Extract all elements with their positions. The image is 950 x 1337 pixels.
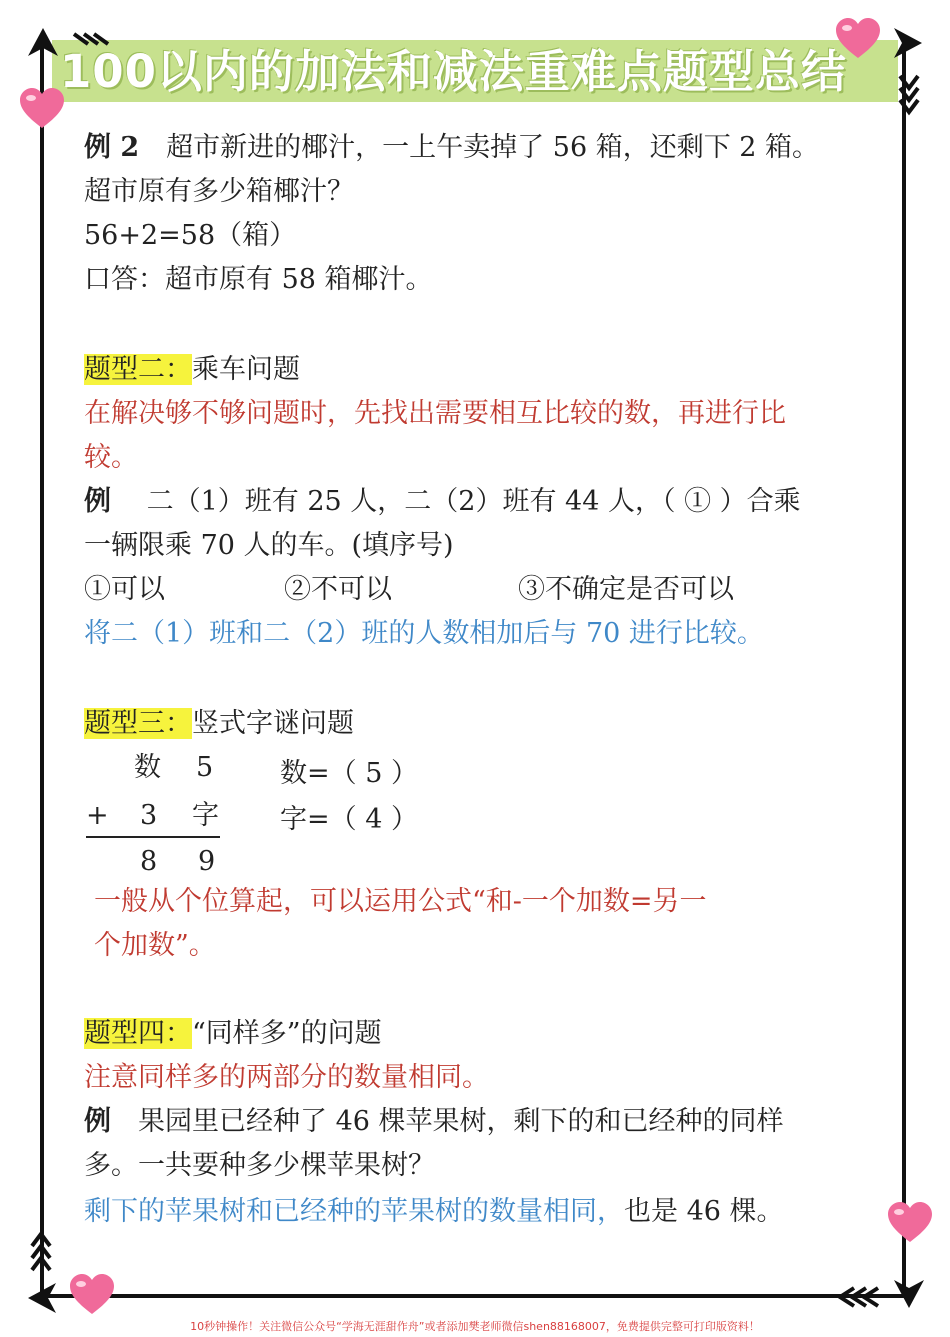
vertical-result-ones: 9 [198,846,216,877]
type4-example-text1: 果园里已经种了 46 棵苹果树，剩下的和已经种的同样 [111,1106,784,1137]
type3-tip-line2: 个加数”。 [94,930,216,961]
type2-example-text1: 二（1）班有 25 人，二（2）班有 44 人，（ ① ）合乘 [111,486,801,517]
type3-tip-line1: 一般从个位算起，可以运用公式“和-一个加数=另一 [94,886,707,917]
type4-solution [84,1192,784,1232]
example2-line1 [84,128,819,168]
type2-heading [84,350,300,390]
feather-top-icon [70,30,116,56]
type2-tag: 题型二： [84,354,192,385]
heart-left-icon [18,86,66,134]
type4-tip: 注意同样多的两部分的数量相同。 [84,1062,489,1093]
type4-example-line1 [84,1102,784,1142]
type2-example-label: 例 [84,486,111,517]
type2-name: 乘车问题 [192,354,300,385]
example2-answer: 口答：超市原有 58 箱椰汁。 [84,264,433,295]
vertical-row1-digit-tens: 数 [134,752,161,783]
feather-right-icon [896,72,922,118]
type3-answer-1: 数=（ 5 ） [280,758,418,789]
type4-tag: 题型四： [84,1018,192,1049]
arrow-right-top-icon [890,26,924,60]
type2-solution: 将二（1）班和二（2）班的人数相加后与 70 进行比较。 [84,618,764,649]
arrow-down-right-icon [892,1276,926,1310]
vertical-sum-line [86,836,220,838]
vertical-result-tens: 8 [140,846,158,877]
type3-answer-2: 字=（ 4 ） [280,804,418,835]
type2-option-3: ③不确定是否可以 [518,574,734,605]
type3-tag: 题型三： [84,708,192,739]
type4-solution-black: 也是 46 棵。 [624,1196,784,1227]
type3-heading [84,704,354,744]
feather-bottom-icon [836,1284,882,1310]
type4-example-line2: 多。一共要种多少棵苹果树？ [84,1150,435,1181]
vertical-row2-digit-tens: 3 [140,800,158,831]
heart-bottom-right-icon [886,1200,934,1248]
footer-note: 10秒钟操作！关注微信公众号“学海无涯甜作舟”或者添加樊老师微信shen88168007，免费提供完整可打印版资料！ [190,1320,760,1333]
type3-name: 竖式字谜问题 [192,708,354,739]
heart-bottom-left-icon [68,1272,116,1320]
type2-tip-line1: 在解决够不够问题时，先找出需要相互比较的数，再进行比 [84,398,786,429]
type4-heading [84,1014,382,1054]
vertical-row1-digit-ones: 5 [196,752,214,783]
heart-top-right-icon [834,16,882,64]
type4-example-label: 例 [84,1106,111,1137]
arrow-up-left-icon [26,26,60,66]
arrow-left-bottom-icon [26,1281,60,1315]
page-title: 100以内的加法和减法重难点题型总结 [60,45,847,98]
type2-option-1: ①可以 [84,574,165,605]
example2-line2: 超市原有多少箱椰汁？ [84,176,354,207]
example2-text1: 超市新进的椰汁，一上午卖掉了 56 箱，还剩下 2 箱。 [139,132,820,163]
type4-name: “同样多”的问题 [192,1018,382,1049]
type4-solution-blue: 剩下的苹果树和已经种的苹果树的数量相同， [84,1196,624,1227]
example2-label: 例 2 [84,132,140,163]
vertical-plus-sign: + [86,800,109,831]
type2-example-line1 [84,482,801,522]
type2-option-2: ②不可以 [284,574,392,605]
feather-left-icon [28,1228,54,1274]
type2-tip-line2: 较。 [84,442,138,473]
vertical-row2-digit-ones: 字 [192,800,219,831]
type2-example-line2: 一辆限乘 70 人的车。(填序号) [84,530,454,561]
example2-calc: 56+2=58（箱） [84,220,297,251]
